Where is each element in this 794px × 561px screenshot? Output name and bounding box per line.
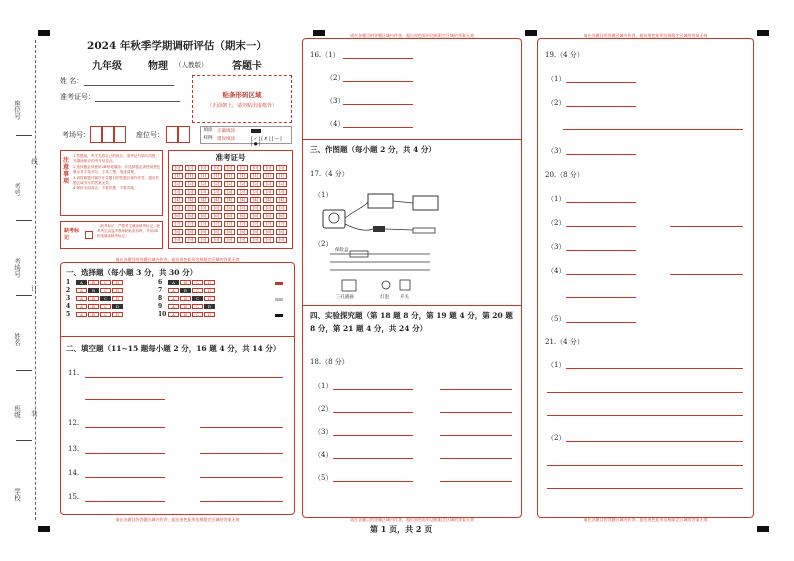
choice-bubble-c[interactable]: C [192,288,203,293]
exam-no-bubble[interactable]: [8] [185,229,196,235]
exam-no-bubble[interactable]: [9] [211,237,222,243]
exam-no-bubble[interactable]: [1] [237,173,248,179]
q19-label: 19.（4 分） [545,51,584,59]
choice-bubble-a[interactable]: A [76,296,87,301]
choice-bubble-d[interactable]: D [204,296,215,301]
choice-bubble-b[interactable]: B [88,280,99,285]
q18-part: （5） [314,474,333,482]
fill-item-11: 11. [68,369,80,377]
choice-bubble-c[interactable]: C [100,304,111,309]
exam-no-bubble[interactable]: [7] [185,221,196,227]
choice-bubble-a[interactable]: A [168,312,179,317]
exam-no-bubble[interactable]: [0] [237,165,248,171]
fill-item-14: 14. [68,469,80,477]
exam-no-bubble[interactable]: [6] [250,213,261,219]
barcode-hint: （正面朝上，请勿贴出虚框外） [206,103,277,109]
exam-no-bubble[interactable]: [8] [276,229,287,235]
q17-part: （1） [314,191,333,199]
choice-number: 5 [66,311,71,318]
q20-part: （2） [547,219,566,227]
choice-row [158,295,216,302]
exam-no-bubble[interactable]: [1] [185,173,196,179]
q17-label: 17.（4 分） [310,170,349,178]
exam-no-bubble[interactable]: [7] [237,221,248,227]
boundary-note: 请在各题目的答题区域内作答，超出黑色矩形边框限定区域的答案无效 [583,33,708,38]
exam-no-bubble[interactable]: [3] [276,189,287,195]
q18-part: （1） [314,382,333,390]
notes-box [60,150,163,216]
exam-no-bubble[interactable]: [0] [250,165,261,171]
exam-no-bubble[interactable]: [3] [263,189,274,195]
exam-no-bubble[interactable]: [2] [211,181,222,187]
exam-no-bubble[interactable]: [3] [237,189,248,195]
side-label: 座位号 [13,100,21,120]
room-label: 考场号： [62,131,90,139]
choice-number: 1 [66,279,71,286]
choice-bubble-d[interactable]: D [112,296,123,301]
exam-no-bubble[interactable]: [6] [172,213,183,219]
choice-bubble-d[interactable]: D [112,312,123,317]
exam-no-bubble[interactable]: [4] [172,197,183,203]
fill-example [200,126,292,147]
wire-label: 保险盒 [335,248,349,253]
exam-no-bubble[interactable]: [0] [198,165,209,171]
choice-bubble-a[interactable]: A [168,288,179,293]
choice-bubble-d[interactable]: D [112,304,123,309]
choice-bubble-b[interactable]: B [88,296,99,301]
q20-part: （1） [547,195,566,203]
exam-no-bubble[interactable]: [2] [276,181,287,187]
exam-no-bubble[interactable]: [1] [211,173,222,179]
device-label: 灯泡 [380,295,389,300]
choice-number: 4 [66,303,71,310]
exam-no-bubble[interactable]: [2] [198,181,209,187]
q20-label: 20.（8 分） [545,171,584,179]
exam-no-bubble[interactable]: [9] [263,237,274,243]
registration-mark [38,30,50,36]
binding-line [35,40,36,520]
choice-bubble-b[interactable]: B [88,304,99,309]
exam-no-bubble[interactable]: [1] [276,173,287,179]
side-sep: 线 [30,158,38,165]
exam-no-bubble[interactable]: [4] [237,197,248,203]
choice-bubble-b[interactable]: B [180,296,191,301]
edition: （人教版） [175,61,208,69]
exam-no-bubble[interactable]: [2] [263,181,274,187]
exam-no-bubble[interactable]: [4] [198,197,209,203]
exam-no-bubble[interactable]: [6] [185,213,196,219]
side-label: 班级 [13,405,21,418]
exam-no-bubble[interactable]: [0] [172,165,183,171]
q18-part: （4） [314,451,333,459]
q21-label: 21.（4 分） [545,338,584,346]
choice-number: 3 [66,295,71,302]
choice-row [66,279,124,286]
wrong-fill-sample: [✓][✗][—][●] [251,137,283,147]
boundary-note: 请在各题目的答题区域内作答，超出黑色矩形边框限定区域的答案无效 [350,33,474,38]
exam-no-bubble[interactable]: [4] [211,197,222,203]
exam-no-bubble[interactable]: [2] [250,181,261,187]
exam-no-bubble[interactable]: [6] [211,213,222,219]
choice-bubble-b[interactable]: B [180,304,191,309]
choice-row [66,311,124,318]
choice-number: 9 [158,303,163,310]
absent-label: 缺考标记 [64,228,80,241]
choice-row [66,303,124,310]
exp-title: 四、实验探究题（第 18 题 8 分，第 19 题 4 分，第 20 题 8 分，第 21 题 4 分，共 24 分） [310,311,513,333]
exam-no-bubble[interactable]: [4] [276,197,287,203]
choice-bubble-a[interactable]: A [168,304,179,309]
name-label: 姓 名： [60,77,84,85]
choice-bubble-d[interactable]: D [112,280,123,285]
exam-no-bubble[interactable]: [5] [198,205,209,211]
exam-no-bubble[interactable]: [4] [224,197,235,203]
choice-bubble-b[interactable]: B [180,312,191,317]
exam-no-bubble[interactable]: [4] [185,197,196,203]
choice-bubble-c[interactable]: C [192,280,203,285]
seat-label: 座位号： [136,131,164,139]
exam-no-bubble[interactable]: [9] [224,237,235,243]
fill-item-12: 12. [68,419,80,427]
correct-fill-label: 正确填涂 [217,129,235,134]
device-label: 三孔插座 [336,295,354,300]
q18-part: （2） [314,405,333,413]
choice-number: 6 [158,279,163,286]
notes-title: 注意事项 [63,157,70,185]
exam-no-bubble[interactable]: [7] [263,221,274,227]
choice-bubble-d[interactable]: D [204,304,215,309]
exam-no-bubble[interactable]: [7] [211,221,222,227]
q18-part: （3） [314,428,333,436]
registration-mark [525,30,537,36]
choice-row [66,287,124,294]
exam-no-bubble[interactable]: [5] [185,205,196,211]
registration-mark [757,526,769,532]
exam-id-label: 准考证号： [60,93,95,101]
choice-bubble-b[interactable]: B [88,288,99,293]
q19-part: （2） [547,99,566,107]
exam-no-bubble[interactable]: [4] [250,197,261,203]
exam-id-field[interactable] [95,101,180,102]
q16-part: （2） [326,74,345,82]
circuit-diagram-1 [318,188,448,238]
correct-fill-sample [251,129,261,133]
exam-no-bubble[interactable]: [9] [237,237,248,243]
q19-part: （3） [547,147,566,155]
registration-mark [757,30,769,36]
exam-no-grid [168,150,293,249]
exam-no-bubble[interactable]: [2] [172,181,183,187]
choice-bubble-a[interactable]: A [76,312,87,317]
exam-no-bubble[interactable]: [7] [250,221,261,227]
choice-row [66,295,124,302]
boundary-note: 请在各题目的答题区域内作答，超出黑色矩形边框限定区域的答案无效 [115,517,240,522]
exam-no-bubble[interactable]: [5] [276,205,287,211]
choice-number: 8 [158,295,163,302]
exam-no-bubble[interactable]: [6] [263,213,274,219]
choice-number: 2 [66,287,71,294]
side-label: 学校 [13,488,21,501]
room-box[interactable] [102,126,114,143]
q16-label: 16.（1） [310,51,340,59]
choice-bubble-c[interactable]: C [100,296,111,301]
boundary-note: 请在各题目的答题区域内作答，超出黑色矩形边框限定区域的答案无效 [583,517,708,522]
barcode-area [192,75,292,123]
card-label: 答题卡 [232,61,262,72]
choice-row [158,287,216,294]
q20-part: （4） [547,267,566,275]
device-label: 开关 [400,295,409,300]
choice-bubble-c[interactable]: C [100,288,111,293]
choice-row [158,311,216,318]
choice-row [158,279,216,286]
fill-item-15: 15. [68,493,80,501]
fill-title: 二、填空题（11~15 题每小题 2 分，16 题 4 分，共 14 分） [66,344,281,353]
exam-no-bubble[interactable]: [8] [237,229,248,235]
exam-no-bubble[interactable]: [5] [250,205,261,211]
exam-no-bubble[interactable]: [9] [276,237,287,243]
exam-no-bubble[interactable]: [6] [237,213,248,219]
exam-no-bubble[interactable]: [3] [198,189,209,195]
exam-no-bubble[interactable]: [3] [211,189,222,195]
exam-no-bubble[interactable]: [5] [263,205,274,211]
exam-no-bubble[interactable]: [6] [276,213,287,219]
exam-no-bubble[interactable]: [0] [276,165,287,171]
exam-no-title: 准考证号 [215,153,246,162]
q17-part: （2） [314,240,333,248]
seat-box[interactable] [178,126,190,143]
exam-no-bubble[interactable]: [1] [198,173,209,179]
side-sep: 装 [30,410,38,417]
choice-bubble-c[interactable]: C [192,296,203,301]
seat-box[interactable] [166,126,178,143]
q18-label: 18.（8 分） [310,358,349,366]
choice-bubble-a[interactable]: A [76,288,87,293]
page-footer: 第 1 页，共 2 页 [370,524,433,534]
exam-no-bubble[interactable]: [1] [172,173,183,179]
exam-no-bubble[interactable]: [5] [172,205,183,211]
exam-no-bubble[interactable]: [9] [198,237,209,243]
notes-text: 1.答题前，考生先将自己的姓名、准考证号填写清楚，并填涂相应的考号信息点。 2.选择题必须使用2B铅笔填涂；非选择题必须使用黑色墨水签字笔书写，字体工整、笔迹清楚。 3.请按照题号顺序在各题目的答题区域内作答，超出答题区域书写的答案无效。 4.保持卡面清洁，不要折叠、不要弄破。 [73,154,161,191]
barcode-title: 贴条形码区域 [222,91,262,99]
exam-no-bubble[interactable]: [7] [224,221,235,227]
exam-no-bubble[interactable]: [7] [172,221,183,227]
q21-part: （2） [547,434,566,442]
fill-example-label: 填涂样例 [203,128,213,141]
choice-bubble-b[interactable]: B [88,312,99,317]
choice-number: 7 [158,287,163,294]
choice-bubble-c[interactable]: C [100,312,111,317]
absent-box [60,221,163,249]
absent-checkbox[interactable] [85,231,93,239]
q16-part: （4） [326,120,345,128]
room-box[interactable] [90,126,102,143]
choice-bubble-a[interactable]: A [76,304,87,309]
choice-bubble-c[interactable]: C [100,280,111,285]
exam-no-bubble[interactable]: [3] [185,189,196,195]
exam-no-bubble[interactable]: [8] [211,229,222,235]
choice-bubble-b[interactable]: B [180,288,191,293]
exam-no-bubble[interactable]: [9] [172,237,183,243]
exam-no-bubble[interactable]: [1] [250,173,261,179]
exam-no-bubble[interactable]: [8] [250,229,261,235]
q21-part: （1） [547,361,566,369]
exam-no-bubble[interactable]: [1] [224,173,235,179]
choice-number: 10 [158,311,167,318]
boundary-note: 请在各题目的答题区域内作答，超出黑色矩形边框限定区域的答案无效 [115,257,240,262]
side-label: 考号 [13,183,21,196]
side-sep: 订 [30,285,38,292]
exam-no-bubble[interactable]: [5] [211,205,222,211]
exam-no-bubble[interactable]: [9] [250,237,261,243]
grade: 九年级 [92,61,122,72]
fill-item-13: 13. [68,445,80,453]
circuit-diagram-2 [330,245,460,301]
exam-no-bubble[interactable]: [1] [263,173,274,179]
registration-mark [38,526,50,532]
choice-bubble-c[interactable]: C [192,312,203,317]
choice-bubble-d[interactable]: D [204,280,215,285]
exam-no-bubble[interactable]: [3] [172,189,183,195]
exam-no-bubble[interactable]: [7] [198,221,209,227]
exam-no-bubble[interactable]: [2] [224,181,235,187]
exam-no-bubble[interactable]: [5] [224,205,235,211]
exam-no-bubble[interactable]: [2] [237,181,248,187]
exam-no-bubble[interactable]: [8] [172,229,183,235]
exam-no-bubble[interactable]: [5] [237,205,248,211]
exam-no-bubble[interactable]: [7] [276,221,287,227]
exam-no-bubble[interactable]: [0] [224,165,235,171]
exam-no-bubble[interactable]: [8] [263,229,274,235]
exam-no-bubble[interactable]: [6] [198,213,209,219]
side-label: 姓名 [13,333,21,346]
exam-no-bubble[interactable]: [8] [198,229,209,235]
choice-bubble-a[interactable]: A [168,296,179,301]
exam-no-bubble[interactable]: [0] [211,165,222,171]
choice-title: 一、选择题（每小题 3 分，共 30 分） [66,268,198,277]
choice-row [158,303,216,310]
exam-no-bubble[interactable]: [8] [224,229,235,235]
q19-part: （1） [547,75,566,83]
choice-bubble-d[interactable]: D [204,288,215,293]
boundary-note: 请在各题目的答题区域内作答，超出黑色矩形边框限定区域的答案无效 [350,517,474,522]
choice-bubble-d[interactable]: D [112,288,123,293]
q20-part: （5） [547,315,566,323]
exam-no-bubble[interactable]: [6] [224,213,235,219]
exam-no-bubble[interactable]: [3] [224,189,235,195]
exam-no-bubble[interactable]: [2] [185,181,196,187]
exam-no-bubble[interactable]: [3] [250,189,261,195]
choice-bubble-a[interactable]: A [76,280,87,285]
exam-no-bubble[interactable]: [0] [263,165,274,171]
choice-bubble-a[interactable]: A [168,280,179,285]
answer-area-right [537,38,754,518]
draw-title: 三、作图题（每小题 2 分，共 4 分） [310,145,436,154]
q20-part: （3） [547,243,566,251]
q16-part: （3） [326,97,345,105]
exam-no-bubble[interactable]: [9] [185,237,196,243]
exam-no-bubble[interactable]: [0] [185,165,196,171]
subject: 物理 [148,61,168,72]
name-field[interactable] [84,85,174,86]
room-box[interactable] [114,126,126,143]
exam-no-bubble[interactable]: [4] [263,197,274,203]
wrong-fill-label: 错误填涂 [217,137,235,142]
choice-bubble-b[interactable]: B [180,280,191,285]
choice-bubble-d[interactable]: D [204,312,215,317]
side-label: 考场号 [13,258,21,278]
absent-text: （缺考标记：严禁考生填涂缺考标记，缺考考生由监考教师粘贴条形码，并用2B铅笔填涂缺考标记） [97,224,160,238]
page-title: 2024 年秋季学期调研评估（期末一） [87,40,267,52]
choice-bubble-c[interactable]: C [192,304,203,309]
